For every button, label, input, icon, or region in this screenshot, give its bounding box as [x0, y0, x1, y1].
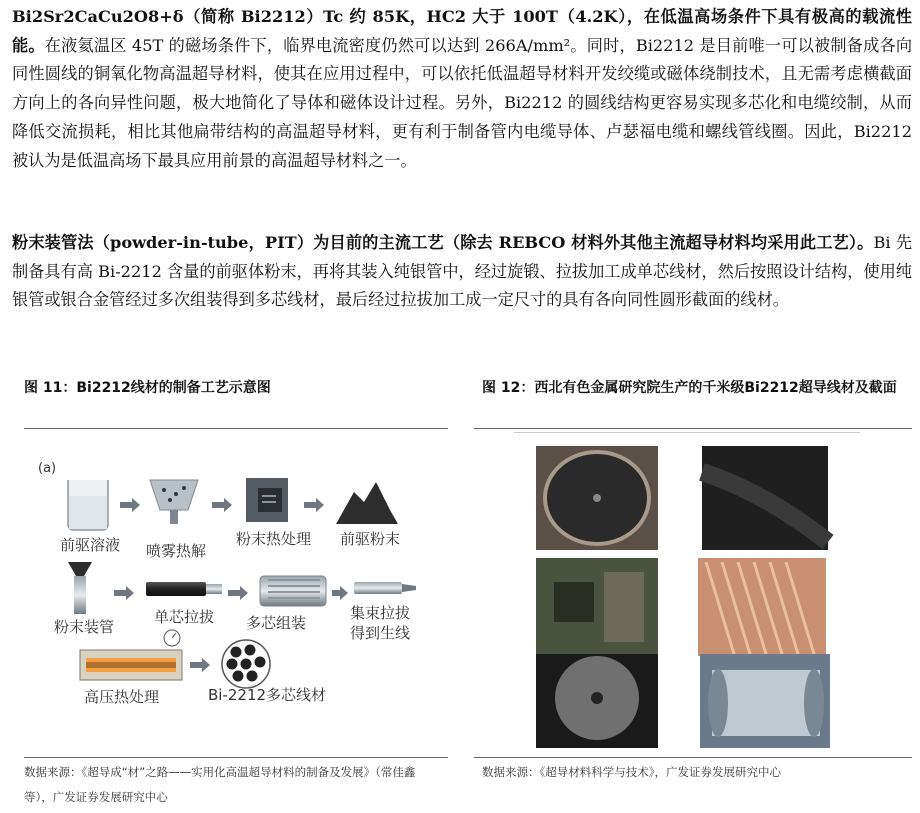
arrow-icon: [212, 498, 232, 512]
figure-12-title: 图 12：西北有色金属研究院生产的千米级Bi2212超导线材及截面: [482, 380, 897, 396]
step-label: 喷雾热解: [146, 542, 207, 560]
paragraph-body: Bi 先制备具有高 Bi-2212 含量的前驱体粉末，再将其装入纯银管中，经过旋锻、拉拔加工成单芯线材，然后按照设计结构，使用纯银管或银合金管经过多次组装得到多芯线材，最后经过拉拔加工成一定尺寸的具有各向同性圆形截面的线材。: [12, 233, 913, 310]
paragraph-pit-process: [12, 229, 912, 315]
step-label: 高压热处理: [84, 688, 160, 706]
arrow-icon: [190, 658, 210, 672]
step-label: 单芯拉拔: [154, 608, 215, 626]
high-pressure-furnace-icon: [80, 630, 182, 680]
figure-12-photo-grid: [474, 432, 912, 754]
figure-11-top-rule: [24, 428, 448, 429]
step-label: 粉末装管: [54, 618, 115, 636]
single-core-rod-icon: [146, 582, 222, 596]
arrow-icon: [120, 498, 140, 512]
figure-11-source: 数据来源：《超导成“材”之路——实用化高温超导材料的制备及发展》（常佳鑫等），广发证券发展研究中心: [24, 765, 416, 804]
paragraph-lead-bold: 粉末装管法（powder-in-tube，PIT）为目前的主流工艺（除去 REBCO 材料外其他主流超导材料均采用此工艺）。: [12, 233, 874, 252]
panel-label: (a): [38, 461, 57, 476]
arrow-icon: [114, 586, 134, 600]
arrow-icon: [228, 586, 248, 600]
arrow-icon: [332, 586, 348, 600]
multicore-bundle-icon: [260, 576, 326, 606]
step-label: 前驱溶液: [60, 536, 121, 554]
photo-wire-cross-section: [536, 654, 658, 748]
step-label: 多芯组装: [246, 614, 307, 632]
paragraph-bi2212-intro: [12, 3, 912, 175]
step-label: 得到生线: [350, 624, 411, 642]
figure-11-process-diagram: [24, 432, 448, 754]
powder-pile-icon: [336, 482, 398, 524]
furnace-icon: [246, 478, 288, 522]
multifilament-cross-section-icon: [222, 640, 270, 688]
paragraph-lead-bold: Bi2Sr2CaCu2O8+δ（简称 Bi2212）Tc 约 85K，HC2 大于 100T（4.2K），在低温高场条件下具有极高的载流性能。: [12, 7, 912, 55]
powder-tube-icon: [68, 562, 92, 614]
figure-12-bottom-rule: [474, 757, 912, 758]
photo-drawing-machine: [536, 558, 658, 656]
figure-12-top-rule: [474, 428, 912, 429]
step-label: Bi-2212多芯线材: [208, 686, 327, 704]
figure-12-source: 数据来源：《超导材料科学与技术》，广发证券发展研究中心: [482, 765, 781, 779]
beaker-icon: [68, 480, 108, 530]
paragraph-body: 在液氦温区 45T 的磁场条件下，临界电流密度仍然可以达到 266A/mm²。同时，Bi2212 是目前唯一可以被制备成各向同性圆线的铜氧化物高温超导材料，使其在应用过程中，可以依托低温超导材料开发绞缆或磁体绕制技术，且无需考虑横截面方向上的各向异性问题，极大地简化了导体和磁体设计过程。另外，Bi2212 的圆线结构更容易实现多芯化和电缆绞制，从而降低交流损耗，相比其他扁带结构的高温超导材料，更有利于制备管内电缆导体、卢瑟福电缆和螺线管线圈。因此，Bi2212 被认为是低温高场下最具应用前景的高温超导材料之一。: [12, 35, 913, 170]
step-label: 前驱粉末: [340, 530, 401, 548]
photo-wire-spool: [702, 446, 828, 550]
figure-11-title: 图 11：Bi2212线材的制备工艺示意图: [24, 380, 271, 396]
photo-large-spool: [700, 654, 830, 748]
drawn-wire-icon: [354, 582, 416, 594]
photo-copper-rods: [698, 558, 826, 656]
arrow-icon: [304, 498, 324, 512]
figure-11-bottom-rule: [24, 757, 448, 758]
photo-wire-coil-end: [536, 446, 658, 550]
spray-pyrolysis-icon: [150, 480, 198, 524]
step-label: 集束拉拔: [350, 604, 411, 622]
step-label: 粉末热处理: [236, 530, 312, 548]
